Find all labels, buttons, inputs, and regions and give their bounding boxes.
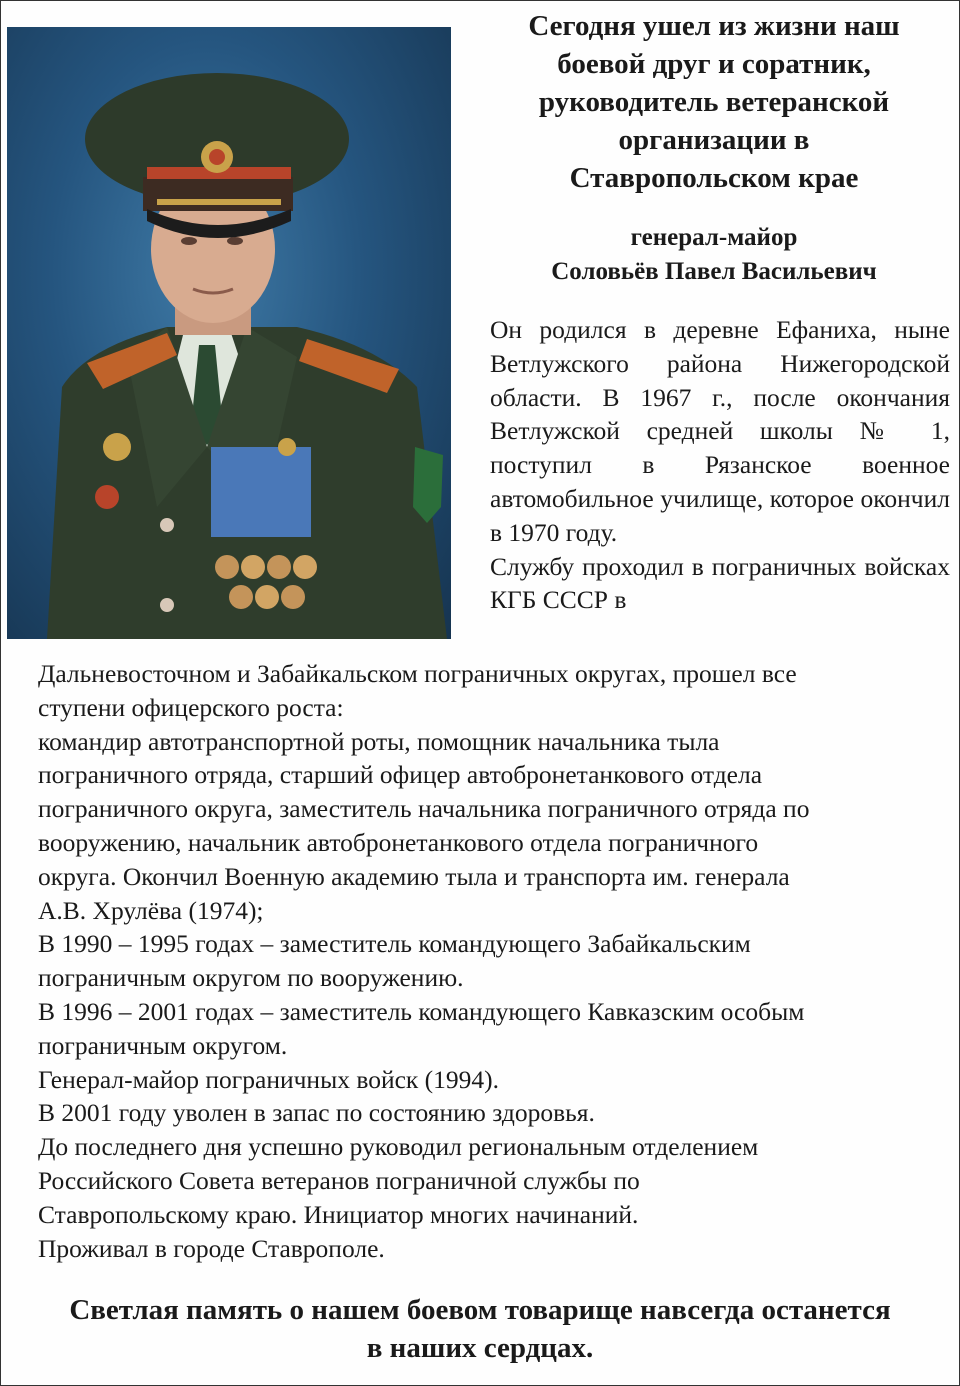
portrait-photo: [7, 27, 451, 639]
bio-line: В 2001 году уволен в запас по состоянию здоровья.: [38, 1098, 595, 1128]
title-line: руководитель ветеранской: [538, 86, 890, 118]
biography-body: [38, 657, 943, 1265]
bio-line: А.В. Хрулёва (1974);: [38, 895, 264, 925]
biography-intro: [490, 313, 950, 617]
bio-line: командир автотранспортной роты, помощник начальника тыла: [38, 726, 720, 756]
closing-line: в наших сердцах.: [366, 1332, 594, 1364]
person-name: Соловьёв Павел Васильевич: [551, 258, 877, 285]
page-title: [471, 7, 957, 197]
bio-line: Проживал в городе Ставрополе.: [38, 1233, 385, 1263]
bio-line: пограничным округом.: [38, 1030, 288, 1060]
closing-message: [1, 1291, 959, 1367]
title-line: Сегодня ушел из жизни наш: [528, 10, 900, 42]
bio-line: В 1990 – 1995 годах – заместитель командующего Забайкальским: [38, 929, 751, 959]
bio-line: вооружению, начальник автобронетанкового отдела пограничного: [38, 827, 759, 857]
bio-paragraph: Службу проходил в пограничных войсках КГБ СССР в: [490, 551, 950, 615]
bio-line: В 1996 – 2001 годах – заместитель командующего Кавказским особым: [38, 996, 805, 1026]
closing-line: Светлая память о нашем боевом товарище навсегда останется: [69, 1294, 891, 1326]
title-line: Ставропольском крае: [569, 162, 859, 194]
bio-line: Ставропольскому краю. Инициатор многих начинаний.: [38, 1199, 639, 1229]
bio-line: округа. Окончил Военную академию тыла и транспорта им. генерала: [38, 861, 790, 891]
bio-line: Дальневосточном и Забайкальском пограничных округах, прошел все: [38, 659, 797, 688]
portrait-illustration: [7, 27, 451, 639]
bio-line: ступени офицерского роста:: [38, 692, 344, 722]
person-rank: генерал-майор: [630, 224, 798, 251]
bio-line: пограничного округа, заместитель начальника пограничного отряда по: [38, 794, 810, 824]
person-heading: [471, 221, 957, 289]
bio-line: До последнего дня успешно руководил региональным отделением: [38, 1132, 759, 1162]
title-line: организации в: [618, 124, 810, 156]
bio-line: Российского Совета ветеранов пограничной службы по: [38, 1165, 640, 1195]
bio-paragraph: Он родился в деревне Ефаниха, ныне Ветлужского района Нижегородской области. В 1967 г., после окончания Ветлужской средней школы № 1, поступил в Рязанское военное автомобильное училище, которое окончил в 1970 году.: [490, 315, 950, 547]
bio-line: Генерал-майор пограничных войск (1994).: [38, 1064, 500, 1094]
title-line: боевой друг и соратник,: [557, 48, 871, 80]
bio-line: пограничного отряда, старший офицер автобронетанкового отдела: [38, 760, 763, 790]
bio-line: пограничным округом по вооружению.: [38, 963, 464, 993]
